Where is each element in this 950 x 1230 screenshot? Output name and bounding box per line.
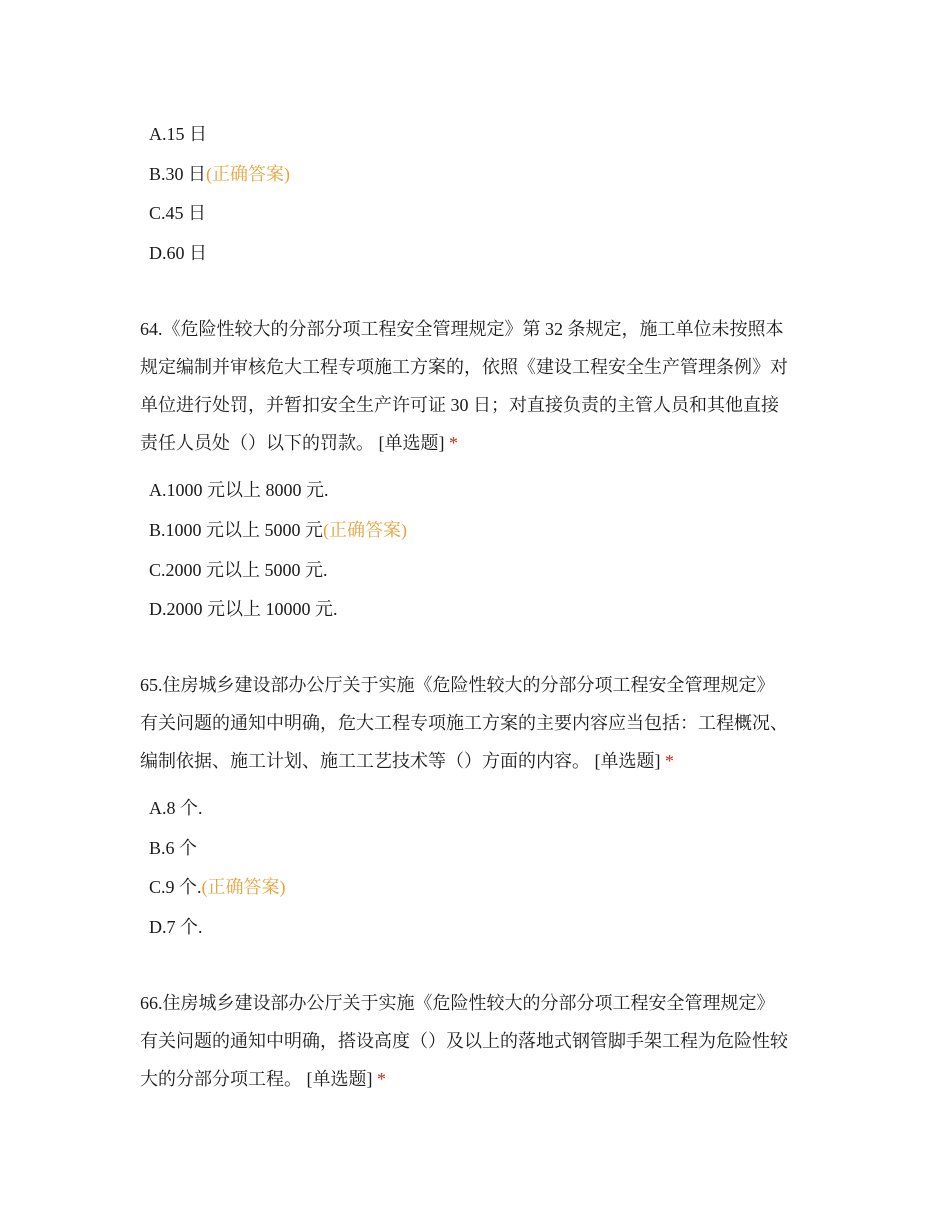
q66-line-2: 有关问题的通知中明确，搭设高度（）及以上的落地式钢管脚手架工程为危险性较 bbox=[140, 1031, 788, 1051]
q65-option-d[interactable] bbox=[149, 915, 203, 939]
q64-option-b[interactable] bbox=[149, 518, 407, 542]
q63-option-d-text: D.60 日 bbox=[149, 243, 207, 263]
q64-line-2: 规定编制并审核危大工程专项施工方案的，依照《建设工程安全生产管理条例》对 bbox=[140, 357, 788, 377]
q64-option-a-text: A.1000 元以上 8000 元. bbox=[149, 480, 329, 500]
q65-option-b-text: B.6 个 bbox=[149, 838, 198, 858]
q65-line-1: 65.住房城乡建设部办公厅关于实施《危险性较大的分部分项工程安全管理规定》 bbox=[140, 675, 775, 695]
required-marker: * bbox=[377, 1069, 386, 1089]
q65-line-2: 有关问题的通知中明确，危大工程专项施工方案的主要内容应当包括：工程概况、 bbox=[140, 713, 788, 733]
required-marker: * bbox=[665, 751, 674, 771]
q64-option-d-text: D.2000 元以上 10000 元. bbox=[149, 599, 338, 619]
q65-option-b[interactable] bbox=[149, 836, 197, 860]
q64-line-4 bbox=[140, 424, 820, 462]
q65-option-c[interactable] bbox=[149, 875, 286, 899]
q64-question bbox=[140, 310, 820, 462]
q63-option-b[interactable] bbox=[149, 162, 290, 186]
q66-question bbox=[140, 984, 820, 1098]
q63-option-c-text: C.45 日 bbox=[149, 203, 207, 223]
q65-question bbox=[140, 666, 820, 780]
q63-option-b-text: B.30 日 bbox=[149, 164, 207, 184]
q63-option-c[interactable] bbox=[149, 201, 206, 225]
q65-line-3-text: 编制依据、施工计划、施工工艺技术等（）方面的内容。 [单选题] bbox=[140, 751, 661, 771]
q66-line-3 bbox=[140, 1060, 820, 1098]
q64-option-c-text: C.2000 元以上 5000 元. bbox=[149, 560, 328, 580]
q65-option-d-text: D.7 个. bbox=[149, 917, 203, 937]
q66-line-3-text: 大的分部分项工程。 [单选题] bbox=[140, 1069, 373, 1089]
q65-option-c-text: C.9 个. bbox=[149, 877, 202, 897]
q64-line-4-text: 责任人员处（）以下的罚款。 [单选题] bbox=[140, 433, 445, 453]
q64-option-d[interactable] bbox=[149, 597, 338, 621]
q66-line-1: 66.住房城乡建设部办公厅关于实施《危险性较大的分部分项工程安全管理规定》 bbox=[140, 993, 775, 1013]
q63-option-d[interactable] bbox=[149, 241, 207, 265]
q64-option-a[interactable] bbox=[149, 478, 329, 502]
q63-option-a[interactable] bbox=[149, 122, 207, 146]
q65-option-a[interactable] bbox=[149, 796, 203, 820]
q63-option-a-text: A.15 日 bbox=[149, 124, 207, 144]
required-marker: * bbox=[449, 433, 458, 453]
correct-answer-mark: (正确答案) bbox=[206, 164, 291, 184]
q65-line-3 bbox=[140, 742, 820, 780]
q64-option-b-text: B.1000 元以上 5000 元 bbox=[149, 520, 324, 540]
q64-line-3: 单位进行处罚，并暂扣安全生产许可证 30 日；对直接负责的主管人员和其他直接 bbox=[140, 395, 779, 415]
correct-answer-mark: (正确答案) bbox=[323, 520, 408, 540]
correct-answer-mark: (正确答案) bbox=[201, 877, 286, 897]
q64-option-c[interactable] bbox=[149, 558, 328, 582]
q64-line-1: 64.《危险性较大的分部分项工程安全管理规定》第 32 条规定，施工单位未按照本 bbox=[140, 319, 784, 339]
q65-option-a-text: A.8 个. bbox=[149, 798, 203, 818]
